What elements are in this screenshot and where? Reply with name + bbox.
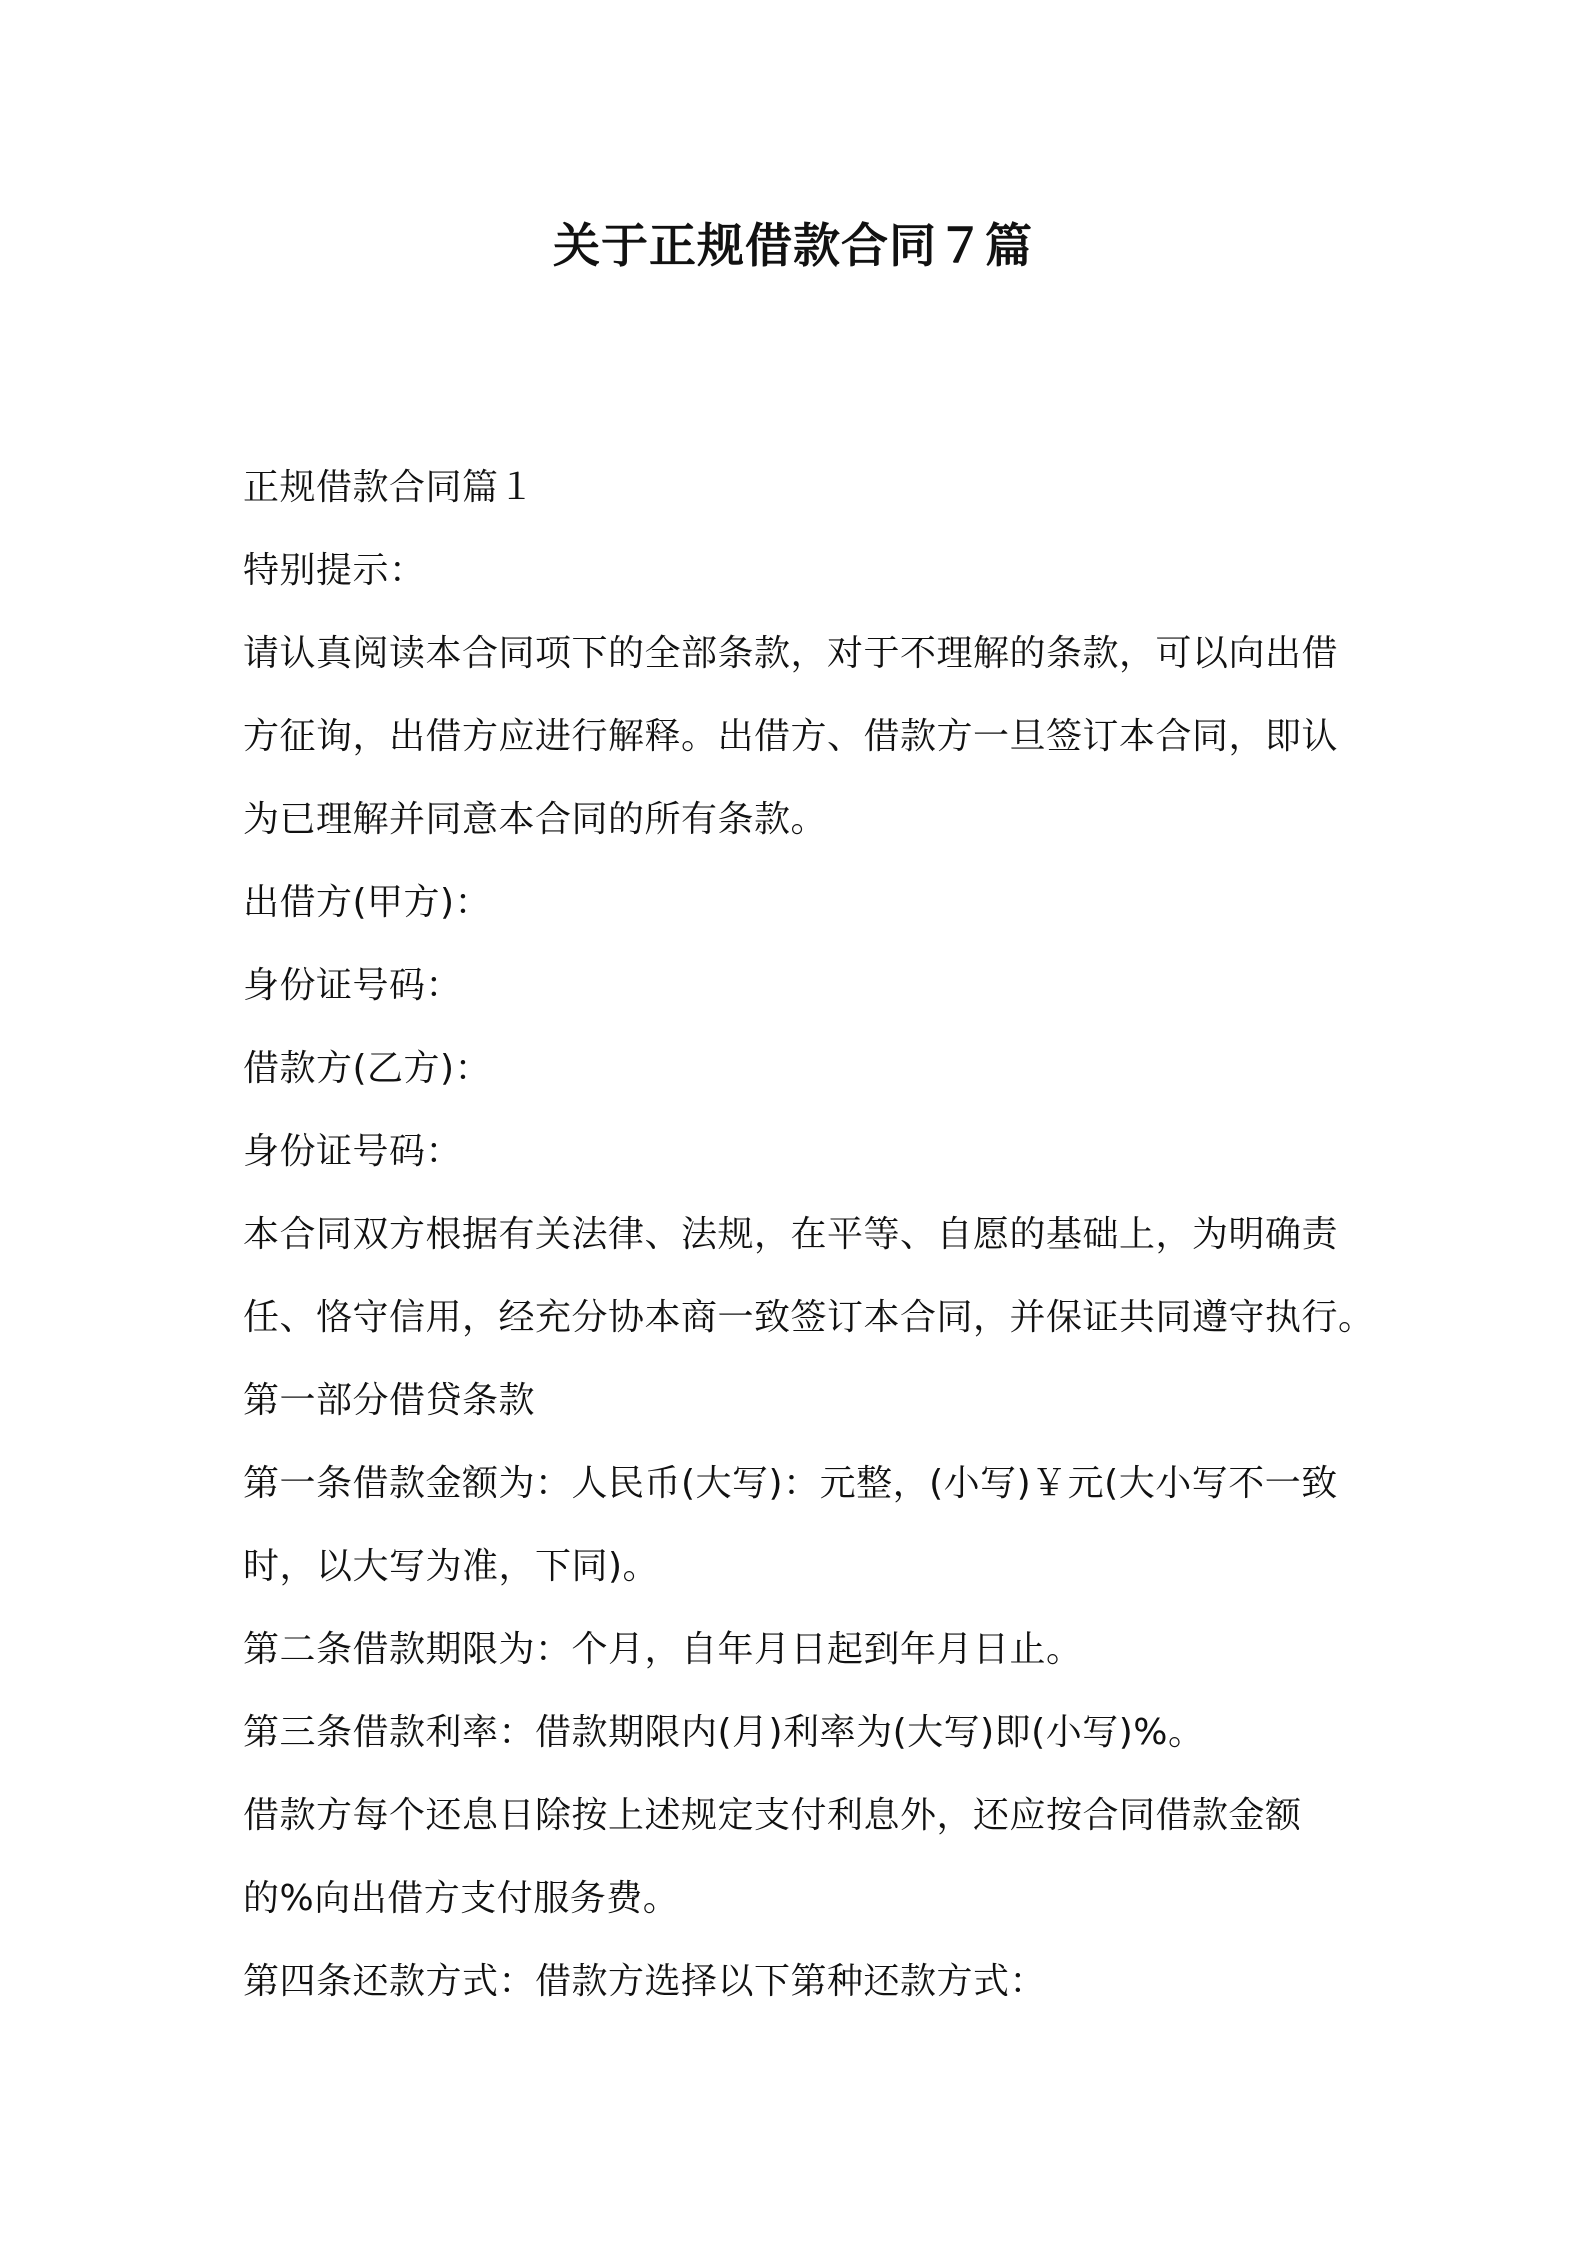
text-line: 借款方每个还息日除按上述规定支付利息外，还应按合同借款金额: [243, 1795, 1302, 1836]
text-line: 方征询，出借方应进行解释。出借方、借款方一旦签订本合同，即认: [243, 716, 1339, 757]
document-body: [243, 446, 1375, 2023]
text-line: 本合同双方根据有关法律、法规，在平等、自愿的基础上，为明确责: [243, 1214, 1339, 1255]
text-line: 第一部分借贷条款: [243, 1380, 536, 1421]
text-line: 第三条借款利率：借款期限内(月)利率为(大写)即(小写)%。: [243, 1712, 1205, 1753]
text-line: 请认真阅读本合同项下的全部条款，对于不理解的条款，可以向出借: [243, 633, 1339, 674]
text-line: 第一条借款金额为：人民币(大写)：元整，(小写)￥元(大小写不一致: [243, 1463, 1338, 1504]
text-line: 身份证号码：: [243, 1131, 463, 1172]
document-title: 关于正规借款合同７篇: [553, 219, 1033, 274]
text-line: 第四条还款方式：借款方选择以下第种还款方式：: [243, 1961, 1047, 2002]
text-line: 身份证号码：: [243, 965, 463, 1006]
text-line: 为已理解并同意本合同的所有条款。: [243, 799, 828, 840]
text-line: 出借方(甲方)：: [243, 882, 492, 923]
text-line: 借款方(乙方)：: [243, 1048, 492, 1089]
text-line: 任、恪守信用，经充分协本商一致签订本合同，并保证共同遵守执行。: [243, 1297, 1375, 1338]
text-line: 特别提示：: [243, 550, 426, 591]
text-line: 正规借款合同篇１: [243, 467, 536, 508]
text-line: 的%向出借方支付服务费。: [243, 1878, 680, 1919]
text-line: 第二条借款期限为：个月，自年月日起到年月日止。: [243, 1629, 1083, 1670]
text-line: 时，以大写为准，下同)。: [243, 1546, 660, 1587]
